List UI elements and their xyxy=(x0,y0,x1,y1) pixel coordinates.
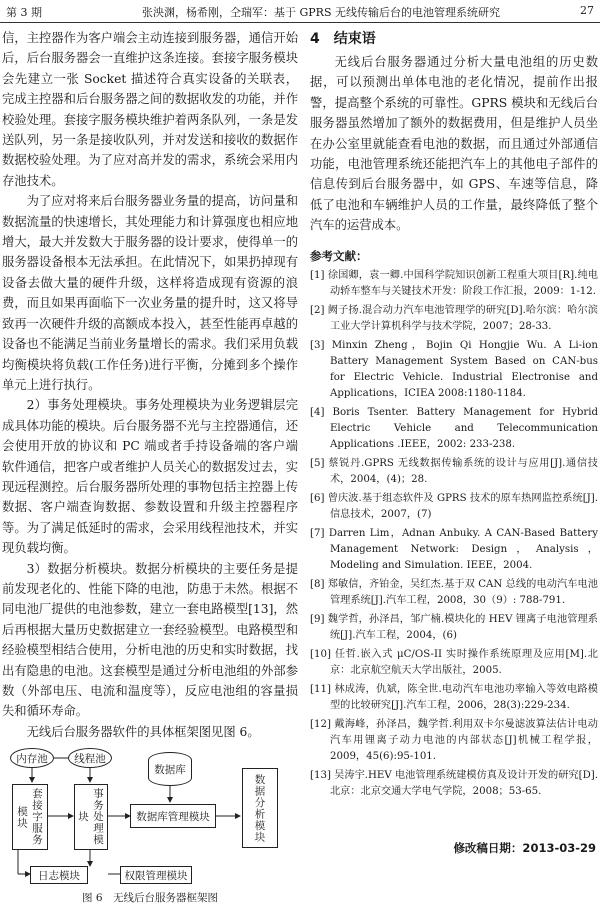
thread-pool-label: 线程池 xyxy=(74,752,106,765)
log-module-box xyxy=(30,866,88,884)
paragraph-load-balancing: 为了应对将来后台服务器业务量的提高，访问量和数据流量的快速增长，其处理能力和计算强度也相应地增大，最大并发数大于服务器的设计要求，使得单一的服务器设备根本无法承担。在此情况下，如果扔掉现有设备去做大量的硬件升级，这样将造成现有资源的浪费，而且如果再面临下一次业务量的提升时，这又将导致再一次硬件升级的高额成本投入，甚至性能再卓越的设备也不能满足当前业务量增长的需求。我们采用负载均衡模块将负载(工作任务)进行平衡，分摊到多个操作单元上进行执行。 xyxy=(2,194,298,392)
header-rule xyxy=(0,22,600,23)
reference-item: [9] 魏学哲，孙泽昌，邹广楠.模块化的 HEV 锂离子电池管理系统[J].汽车工程，2004，(6) xyxy=(310,613,598,641)
running-header xyxy=(0,0,600,26)
database-label: 数据库 xyxy=(154,763,186,776)
memory-pool-node xyxy=(10,748,54,768)
paragraph-figure-reference: 无线后台服务器软件的具体框架图见图 6。 xyxy=(26,724,260,739)
issue-number: 第 3 期 xyxy=(6,6,42,19)
socket-service-label: 套接字服务模块 xyxy=(16,788,43,846)
left-column xyxy=(2,28,298,905)
reference-item: [5] 蔡锐丹.GPRS 无线数据传输系统的设计与应用[J].通信技术，2004，(4)；28. xyxy=(310,457,598,485)
auth-module-label: 权限管理模块 xyxy=(124,869,188,882)
paragraph-data-analysis-module: 3）数据分析模块。数据分析模块的主要任务是提前发现老化的、性能下降的电池，防患于未然。根据不同电池厂提供的电池参数，建立一套电路模型[13]，然后再根据大量历史数据建立一套经验模型。电路模型和经验模型相结合使用，分析电池的历史和实时数据，找出有隐患的电池。这套模型是通过分析电池组的外部参数（外部电压、电流和温度等），反应电池组的容量损失和循环寿命。 xyxy=(2,561,298,719)
reference-item: [4] Boris Tsenter. Battery Management for Hybrid Electric Vehicle and Telecommunication Applications .IEEE，2002: 233-238. xyxy=(310,406,598,450)
reference-item: [7] Darren Lim，Adnan Anbuky. A CAN-Based Battery Management Network: Design，Analysis，Modeling and Simulation. IEEE，2004. xyxy=(310,527,598,571)
reference-item: [3] Minxin Zheng，Bojin Qi Hongjie Wu. A Li-ion Battery Management System Based on CAN-bus for Electric Vehicle. Industrial Electronise and Applications，ICIEA 2008:1180-1184. xyxy=(310,339,598,399)
paragraph-transaction-module: 2）事务处理模块。事务处理模块为业务逻辑层完成具体功能的模块。后台服务器不光与主控器通信，还会使用开放的协议和 PC 端或者手持设备端的客户端软件通信，把客户或者维护人员关心的数据发过去，实现远程测控。后台服务器所处理的事物包括主控器上传数据、客户端查询数据、参数设置和升级主控器程序等。为了满足低延时的需求，会采用线程池技术，并实现负载均衡。 xyxy=(2,398,298,556)
transaction-box xyxy=(74,784,108,850)
data-analysis-label: 数据分析模块 xyxy=(253,773,266,843)
db-management-label: 数据库管理模块 xyxy=(136,810,210,823)
socket-service-box xyxy=(12,784,48,850)
database-cylinder xyxy=(148,752,192,786)
reference-item: [13] 吴涛宇.HEV 电池管理系统建模仿真及设计开发的研究[D].北京：北京交通大学电气学院，2008；53-65. xyxy=(310,769,598,797)
reference-item: [6] 曾庆波.基于组态软件及 GPRS 技术的原车热网监控系统[J].信息技术，2007，(7) xyxy=(310,492,598,520)
memory-pool-label: 内存池 xyxy=(16,752,48,765)
reference-item: [11] 林成涛，仇斌，陈全世.电动汽车电池功率输入等效电路模型的比较研究[J].汽车工程，2006，28(3):229-234. xyxy=(310,683,598,711)
references-title: 参考文献： xyxy=(310,248,368,263)
page-number: 27 xyxy=(580,4,594,17)
reference-item: [12] 戴海峰，孙泽昌，魏学哲.利用双卡尔曼滤波算法估计电动汽车用锂离子动力电池的内部状态[J]机械工程学报，2009，45(6):95-101. xyxy=(310,718,598,762)
db-management-box xyxy=(130,804,216,828)
running-title: 张泱渊，杨希刚，仝瑞军：基于 GPRS 无线传输后台的电池管理系统研究 xyxy=(142,6,500,19)
transaction-label: 事务处理模块 xyxy=(77,788,104,846)
reference-list xyxy=(310,268,598,800)
revision-date: 修改稿日期：2013-03-29 xyxy=(453,841,596,855)
reference-item: [2] 阙子扬.混合动力汽车电池管理学的研究[D].哈尔滨：哈尔滨工业大学计算机科学与技术学院，2007；28-33. xyxy=(310,304,598,332)
data-analysis-box xyxy=(242,768,278,848)
log-module-label: 日志模块 xyxy=(38,869,80,882)
reference-item: [10] 任哲.嵌入式 μC/OS-II 实时操作系统原理及应用[M].北京：北京航空航天大学出版社，2005. xyxy=(310,648,598,676)
auth-module-box xyxy=(120,866,192,884)
figure-caption: 图 6 无线后台服务器框架图 xyxy=(81,892,219,905)
reference-item: [8] 郑敏信，齐铂金，吴红杰.基于双 CAN 总线的电动汽车电池管理系统[J].汽车工程，2008，30（9）: 788-791. xyxy=(310,578,598,606)
thread-pool-node xyxy=(68,748,112,768)
reference-item: [1] 徐国卿，袁一卿.中国科学院知识创新工程重大项目[R].纯电动轿车整车与关键技术开发：阶段工作汇报，2009：1-12. xyxy=(310,269,598,297)
paragraph-conclusion: 无线后台服务器通过分析大量电池组的历史数据，可以预测出单体电池的老化情况，提前作出报警，提高整个系统的可靠性。GPRS 模块和无线后台服务器虽然增加了额外的数据费用，但是维护人员坐在办公室里就能查看电池的数据，而且通过外部通信功能，电池管理系统还能把汽车上的其他电子部件的信息传到后台服务器中，如 GPS、车速等信息，降低了电池和车辆维护人员的工作量，最终降低了整个汽车的运营成本。 xyxy=(310,55,598,233)
server-framework-diagram xyxy=(8,746,288,888)
right-column xyxy=(310,28,598,803)
section-title-conclusion: 4 结束语 xyxy=(310,31,376,47)
paragraph-socket-service: 信，主控器作为客户端会主动连接到服务器，通信开始后，后台服务器会一直维护这条连接。套接字服务模块会先建立一张 Socket 描述符合真实设备的关联表，完成主控器和后台服务器之间的数据收发的功能，并作校验处理。套接字服务模块维护着两条队列，一条是发送队列，另一条是接收队列，并对发送和接收的数据作数据校验处理。为了应对高并发的需求，系统会采用内存池技术。 xyxy=(2,31,298,188)
